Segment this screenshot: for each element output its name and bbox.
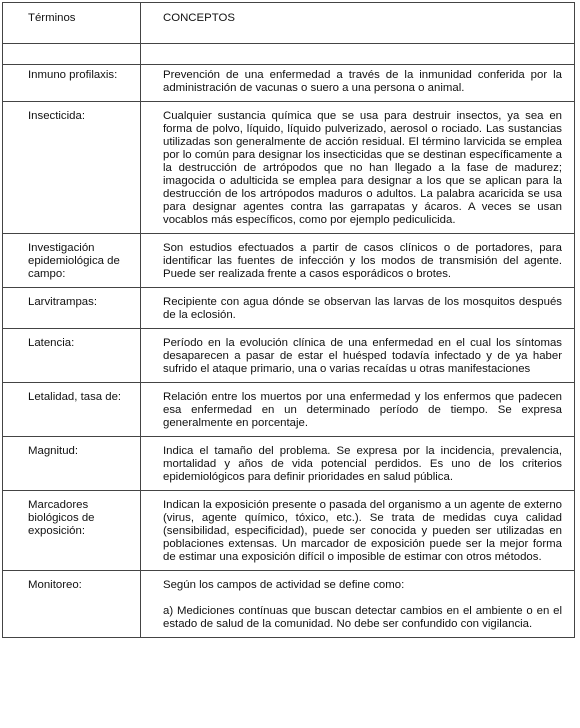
spacer-cell (3, 44, 141, 65)
spacer-cell (141, 44, 575, 65)
term-cell: Magnitud: (28, 445, 79, 457)
concept-cell: Son estudios efectuados a partir de casos clínicos o de portadores, para identificar las fuentes de infección y los modos de transmisión del agente. Puede ser realizada frente a casos esporádicos o brotes. (163, 242, 562, 280)
table-row (3, 491, 575, 571)
header-row (3, 3, 575, 44)
term-cell: Investigación epidemiológica de campo: (28, 242, 120, 280)
table-row (3, 234, 575, 288)
term-cell: Inmuno profilaxis: (28, 69, 118, 81)
concept-paragraph: Según los campos de actividad se define como: (163, 579, 405, 591)
term-cell: Letalidad, tasa de: (28, 391, 122, 403)
spacer-row (3, 44, 575, 65)
glossary-table (2, 2, 575, 638)
table-row (3, 329, 575, 383)
table-row (3, 571, 575, 638)
term-cell: Marcadores biológicos de exposición: (28, 499, 95, 537)
term-cell: Monitoreo: (28, 579, 82, 591)
table-row (3, 65, 575, 102)
concept-cell: Cualquier sustancia química que se usa para destruir insectos, ya sea en forma de polvo, líquido, líquido pulverizado, aerosol o rociado. Las sustancias utilizadas son generalmente de acción residual. El término larvicida se emplea por lo común para designar los insecticidas que se destinan específicamente a la destrucción de artrópodos que no han llegado a la fase de madurez; imagocida o adulticida se emplea para designar a los que se aplican para la destrucción de los artrópodos maduros o adultos. La palabra acaricida se usa para designar agentes contra las garrapatas y ácaros. A veces se usan vocablos más específicos, como por ejemplo pediculicida. (163, 110, 562, 226)
concept-paragraph: a) Mediciones contínuas que buscan detectar cambios en el ambiente o en el estado de salud de la comunidad. No debe ser confundido con vigilancia. (163, 605, 562, 630)
header-concepts: CONCEPTOS (141, 3, 575, 44)
concept-cell: Período en la evolución clínica de una enfermedad en el cual los síntomas desaparecen a pasar de estar el huésped todavía infectado y de ya haber sufrido el ataque primario, una o varias recaídas u otras manifestaciones (163, 337, 562, 375)
table-row (3, 383, 575, 437)
concept-cell: Relación entre los muertos por una enfermedad y los enfermos que padecen esa enfermedad en un determinado período de tiempo. Se expresa generalmente en porcentaje. (163, 391, 562, 429)
table-row (3, 437, 575, 491)
term-cell: Latencia: (28, 337, 75, 349)
concept-cell (141, 571, 574, 637)
concept-cell: Recipiente con agua dónde se observan las larvas de los mosquitos después de la eclosión. (163, 296, 562, 321)
concept-cell: Indican la exposición presente o pasada del organismo a un agente de externo (virus, agente químico, tóxico, etc.). Se trata de medidas cuya calidad (sensibilidad, especificidad), puede ser conocida y pueden ser utilizadas en poblaciones extensas. Un marcador de exposición puede ser la mejor forma de estimar una exposición difícil o imposible de estimar con otros métodos. (163, 499, 562, 563)
term-cell: Larvitrampas: (28, 296, 98, 308)
concept-cell: Prevención de una enfermedad a través de la inmunidad conferida por la administración de vacunas o suero a una persona o animal. (163, 69, 562, 94)
header-terms: Términos (3, 3, 141, 44)
table-row (3, 102, 575, 234)
term-cell: Insecticida: (28, 110, 85, 122)
table-row (3, 288, 575, 329)
concept-cell: Indica el tamaño del problema. Se expresa por la incidencia, prevalencia, mortalidad y años de vida potencial perdidos. Es uno de los criterios epidemiológicos para definir prioridades en salud pública. (163, 445, 562, 483)
